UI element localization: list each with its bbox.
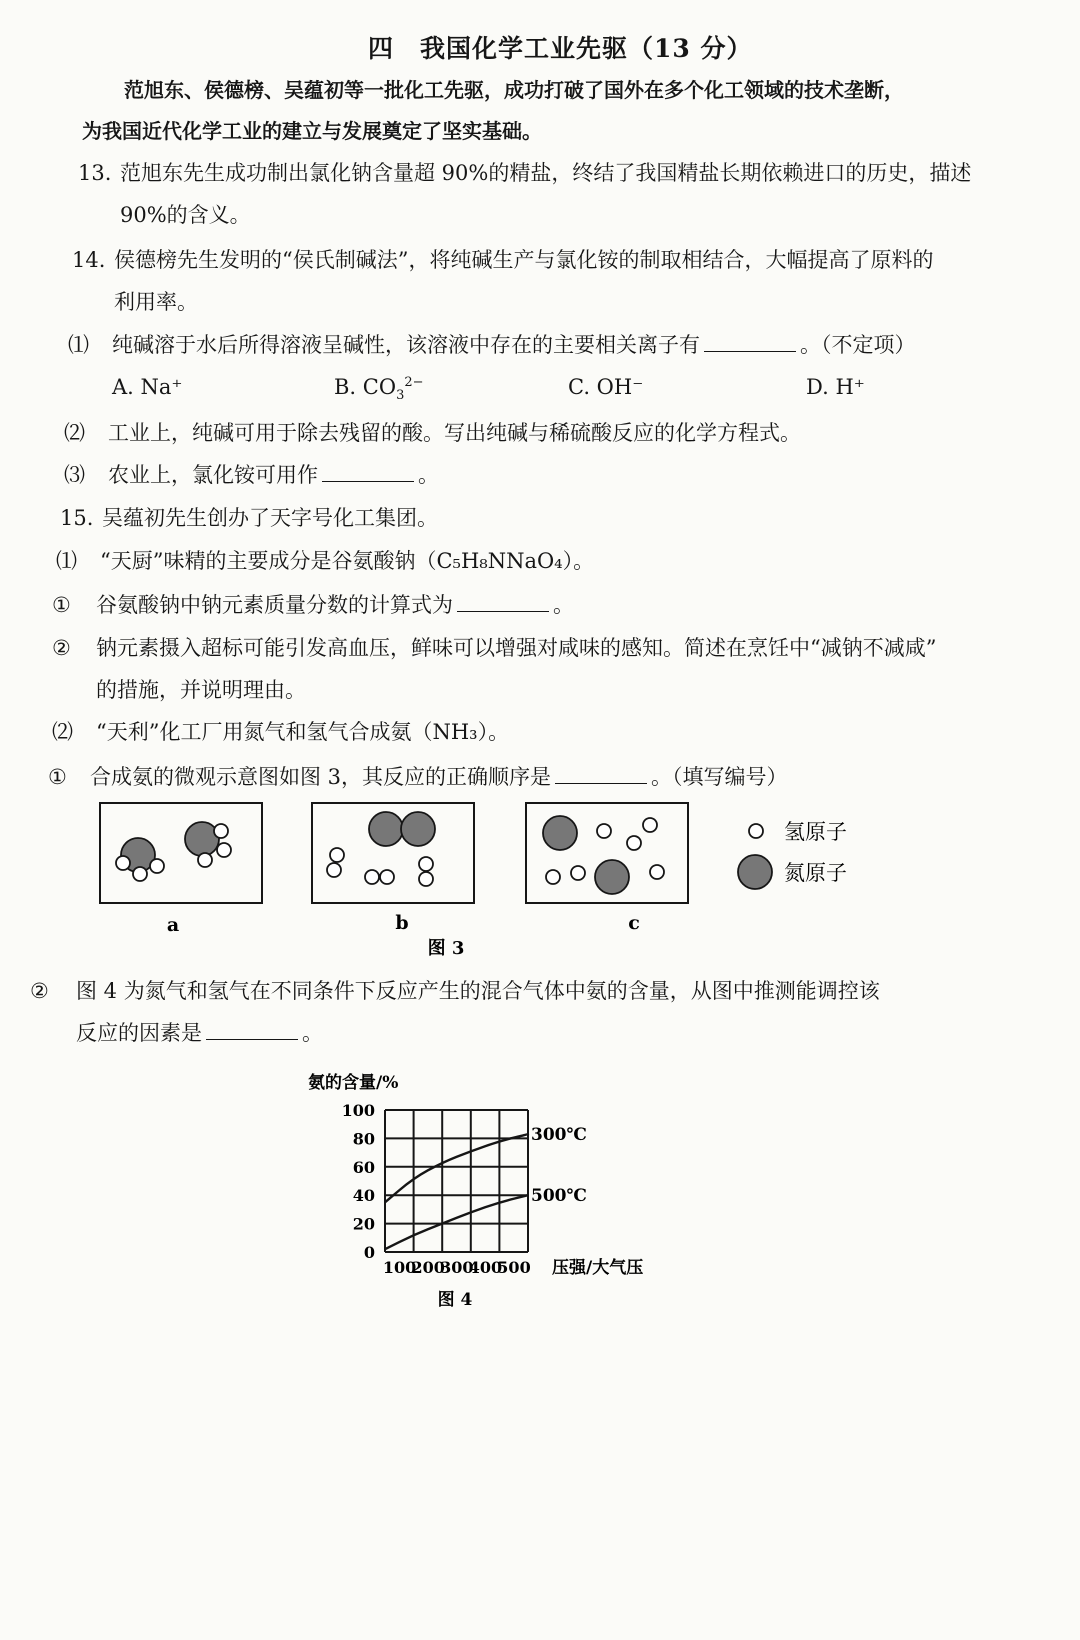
q14-part1-question [112, 330, 916, 360]
q15-c2-line-1: 钠元素摄入超标可能引发高血压，鲜味可以增强对咸味的感知。简述在烹饪中“减钠不减咸” [96, 636, 937, 660]
q15-c2-line-2: 的措施，并说明理由。 [96, 678, 306, 702]
hydrogen-atom [217, 843, 231, 857]
hydrogen-atom [380, 870, 394, 884]
series-label-1: 300℃ [531, 1125, 587, 1146]
x-tick-label: 500 [497, 1258, 531, 1277]
q14-part2-number: ⑵ [64, 421, 85, 445]
answer-blank[interactable] [457, 591, 549, 612]
hydrogen-atom [133, 867, 147, 881]
q14-line-1: 侯德榜先生发明的“侯氏制碱法”，将纯碱生产与氯化铵的制取相结合，大幅提高了原料的 [114, 248, 934, 272]
answer-blank[interactable] [206, 1019, 298, 1040]
chart-x-label: 压强/大气压 [552, 1258, 644, 1278]
hydrogen-atom [150, 859, 164, 873]
q14-part2-text: 工业上，纯碱可用于除去残留的酸。写出纯碱与稀硫酸反应的化学方程式。 [108, 421, 801, 445]
q15-c2-number: ② [52, 636, 71, 660]
q15-d1-question [90, 762, 788, 792]
figure-3-caption: 图 3 [427, 938, 465, 959]
nitrogen-atom [543, 816, 577, 850]
panel-b-label: b [395, 912, 409, 934]
q15-d2-line-2 [76, 1018, 323, 1048]
legend-hydrogen-icon [749, 824, 763, 838]
q15-d1-text: 合成氨的微观示意图如图 3，其反应的正确顺序是 [90, 765, 552, 789]
answer-blank[interactable] [555, 763, 647, 784]
q15-part1-text: “天厨”味精的主要成分是谷氨酸钠（C₅H₈NNaO₄）。 [100, 549, 595, 573]
series-line-2 [385, 1195, 528, 1249]
q14-number: 14. [72, 248, 106, 272]
q15-part2-number: ⑵ [52, 720, 73, 744]
x-tick-label: 400 [468, 1258, 503, 1277]
panel-c-label: c [628, 912, 640, 934]
q15-c1-text: 谷氨酸钠中钠元素质量分数的计算式为 [96, 593, 453, 617]
q15-c1-number: ① [52, 593, 71, 617]
section-title: 四 我国化学工业先驱（13 分） [368, 34, 753, 63]
q15-part1-number: ⑴ [56, 549, 77, 573]
x-tick-label: 200 [411, 1258, 445, 1277]
y-tick-label: 0 [363, 1243, 375, 1262]
legend-hydrogen-label: 氢原子 [784, 820, 847, 844]
q14-part3-number: ⑶ [64, 463, 85, 487]
intro-line-2: 为我国近代化学工业的建立与发展奠定了坚实基础。 [82, 119, 542, 143]
x-tick-label: 100 [382, 1258, 417, 1277]
q14-part1-text: 纯碱溶于水后所得溶液呈碱性，该溶液中存在的主要相关离子有 [112, 333, 700, 357]
q13-line-1: 范旭东先生成功制出氯化钠含量超 90%的精盐，终结了我国精盐长期依赖进口的历史，描述 [120, 161, 972, 185]
q15-d1-tail: 。（填写编号） [651, 765, 788, 789]
hydrogen-atom [597, 824, 611, 838]
hydrogen-atom [546, 870, 560, 884]
q15-d1-number: ① [48, 765, 67, 789]
chart-ticks [342, 1101, 531, 1277]
q15-d2-number: ② [30, 979, 49, 1003]
option-c[interactable]: C. OH⁻ [568, 375, 644, 399]
q15-part2-text: “天利”化工厂用氮气和氢气合成氨（NH₃）。 [96, 720, 510, 744]
chart-grid [385, 1110, 528, 1252]
option-b-prefix: B. CO [334, 375, 397, 399]
q15-c1-question [96, 590, 574, 620]
series-label-2: 500℃ [531, 1186, 587, 1207]
q15-d2-line-1: 图 4 为氮气和氢气在不同条件下反应产生的混合气体中氨的含量，从图中推测能调控该 [76, 979, 880, 1003]
option-b-subscript: 3 [396, 388, 405, 404]
chart-series [385, 1125, 587, 1249]
y-tick-label: 20 [352, 1214, 375, 1234]
legend-nitrogen-label: 氮原子 [784, 861, 847, 885]
option-a[interactable]: A. Na⁺ [112, 375, 183, 399]
nitrogen-atom [185, 822, 219, 856]
q15-number: 15. [60, 506, 94, 530]
q14-line-2: 利用率。 [114, 290, 198, 314]
panel-a-label: a [166, 914, 180, 936]
hydrogen-atom [198, 853, 212, 867]
q14-part1-number: ⑴ [68, 333, 89, 357]
option-d[interactable]: D. H⁺ [806, 375, 865, 399]
option-b[interactable] [334, 372, 424, 402]
q15-line-1: 吴蕴初先生创办了天字号化工集团。 [102, 506, 438, 530]
answer-blank[interactable] [704, 331, 796, 352]
hydrogen-atom [643, 818, 657, 832]
hydrogen-atom [116, 856, 130, 870]
q13-number: 13. [78, 161, 112, 185]
chart-caption: 图 4 [437, 1290, 473, 1310]
hydrogen-atom [627, 836, 641, 850]
figure-3 [0, 795, 1080, 965]
hydrogen-atom [650, 865, 664, 879]
q15-d2-tail: 。 [302, 1021, 323, 1045]
y-tick-label: 40 [352, 1186, 375, 1206]
q13-line-2: 90%的含义。 [120, 203, 251, 227]
q14-part3-question [108, 460, 439, 490]
q14-part3-tail: 。 [418, 463, 439, 487]
hydrogen-atom [365, 870, 379, 884]
figure-4-chart [290, 1066, 690, 1316]
q14-part1-tail: 。（不定项） [800, 333, 916, 357]
intro-line-1: 范旭东、侯德榜、吴蕴初等一批化工先驱，成功打破了国外在多个化工领域的技术垄断， [124, 78, 904, 102]
hydrogen-atom [571, 866, 585, 880]
hydrogen-atom [419, 872, 433, 886]
option-b-superscript: 2− [404, 375, 424, 390]
hydrogen-atom [214, 824, 228, 838]
q14-part3-text: 农业上，氯化铵可用作 [108, 463, 318, 487]
y-tick-label: 80 [352, 1129, 375, 1149]
hydrogen-atom [330, 848, 344, 862]
chart-y-label: 氨的含量/% [308, 1073, 399, 1093]
nitrogen-atom [369, 812, 403, 846]
series-line-1 [385, 1134, 528, 1202]
q15-d2-text: 反应的因素是 [76, 1021, 202, 1045]
answer-blank[interactable] [322, 461, 414, 482]
q15-c1-tail: 。 [553, 593, 574, 617]
y-tick-label: 60 [352, 1157, 375, 1177]
hydrogen-atom [419, 857, 433, 871]
nitrogen-atom [401, 812, 435, 846]
y-tick-label: 100 [341, 1101, 375, 1120]
legend-nitrogen-icon [738, 855, 772, 889]
x-tick-label: 300 [440, 1258, 474, 1277]
nitrogen-atom [595, 860, 629, 894]
hydrogen-atom [327, 863, 341, 877]
